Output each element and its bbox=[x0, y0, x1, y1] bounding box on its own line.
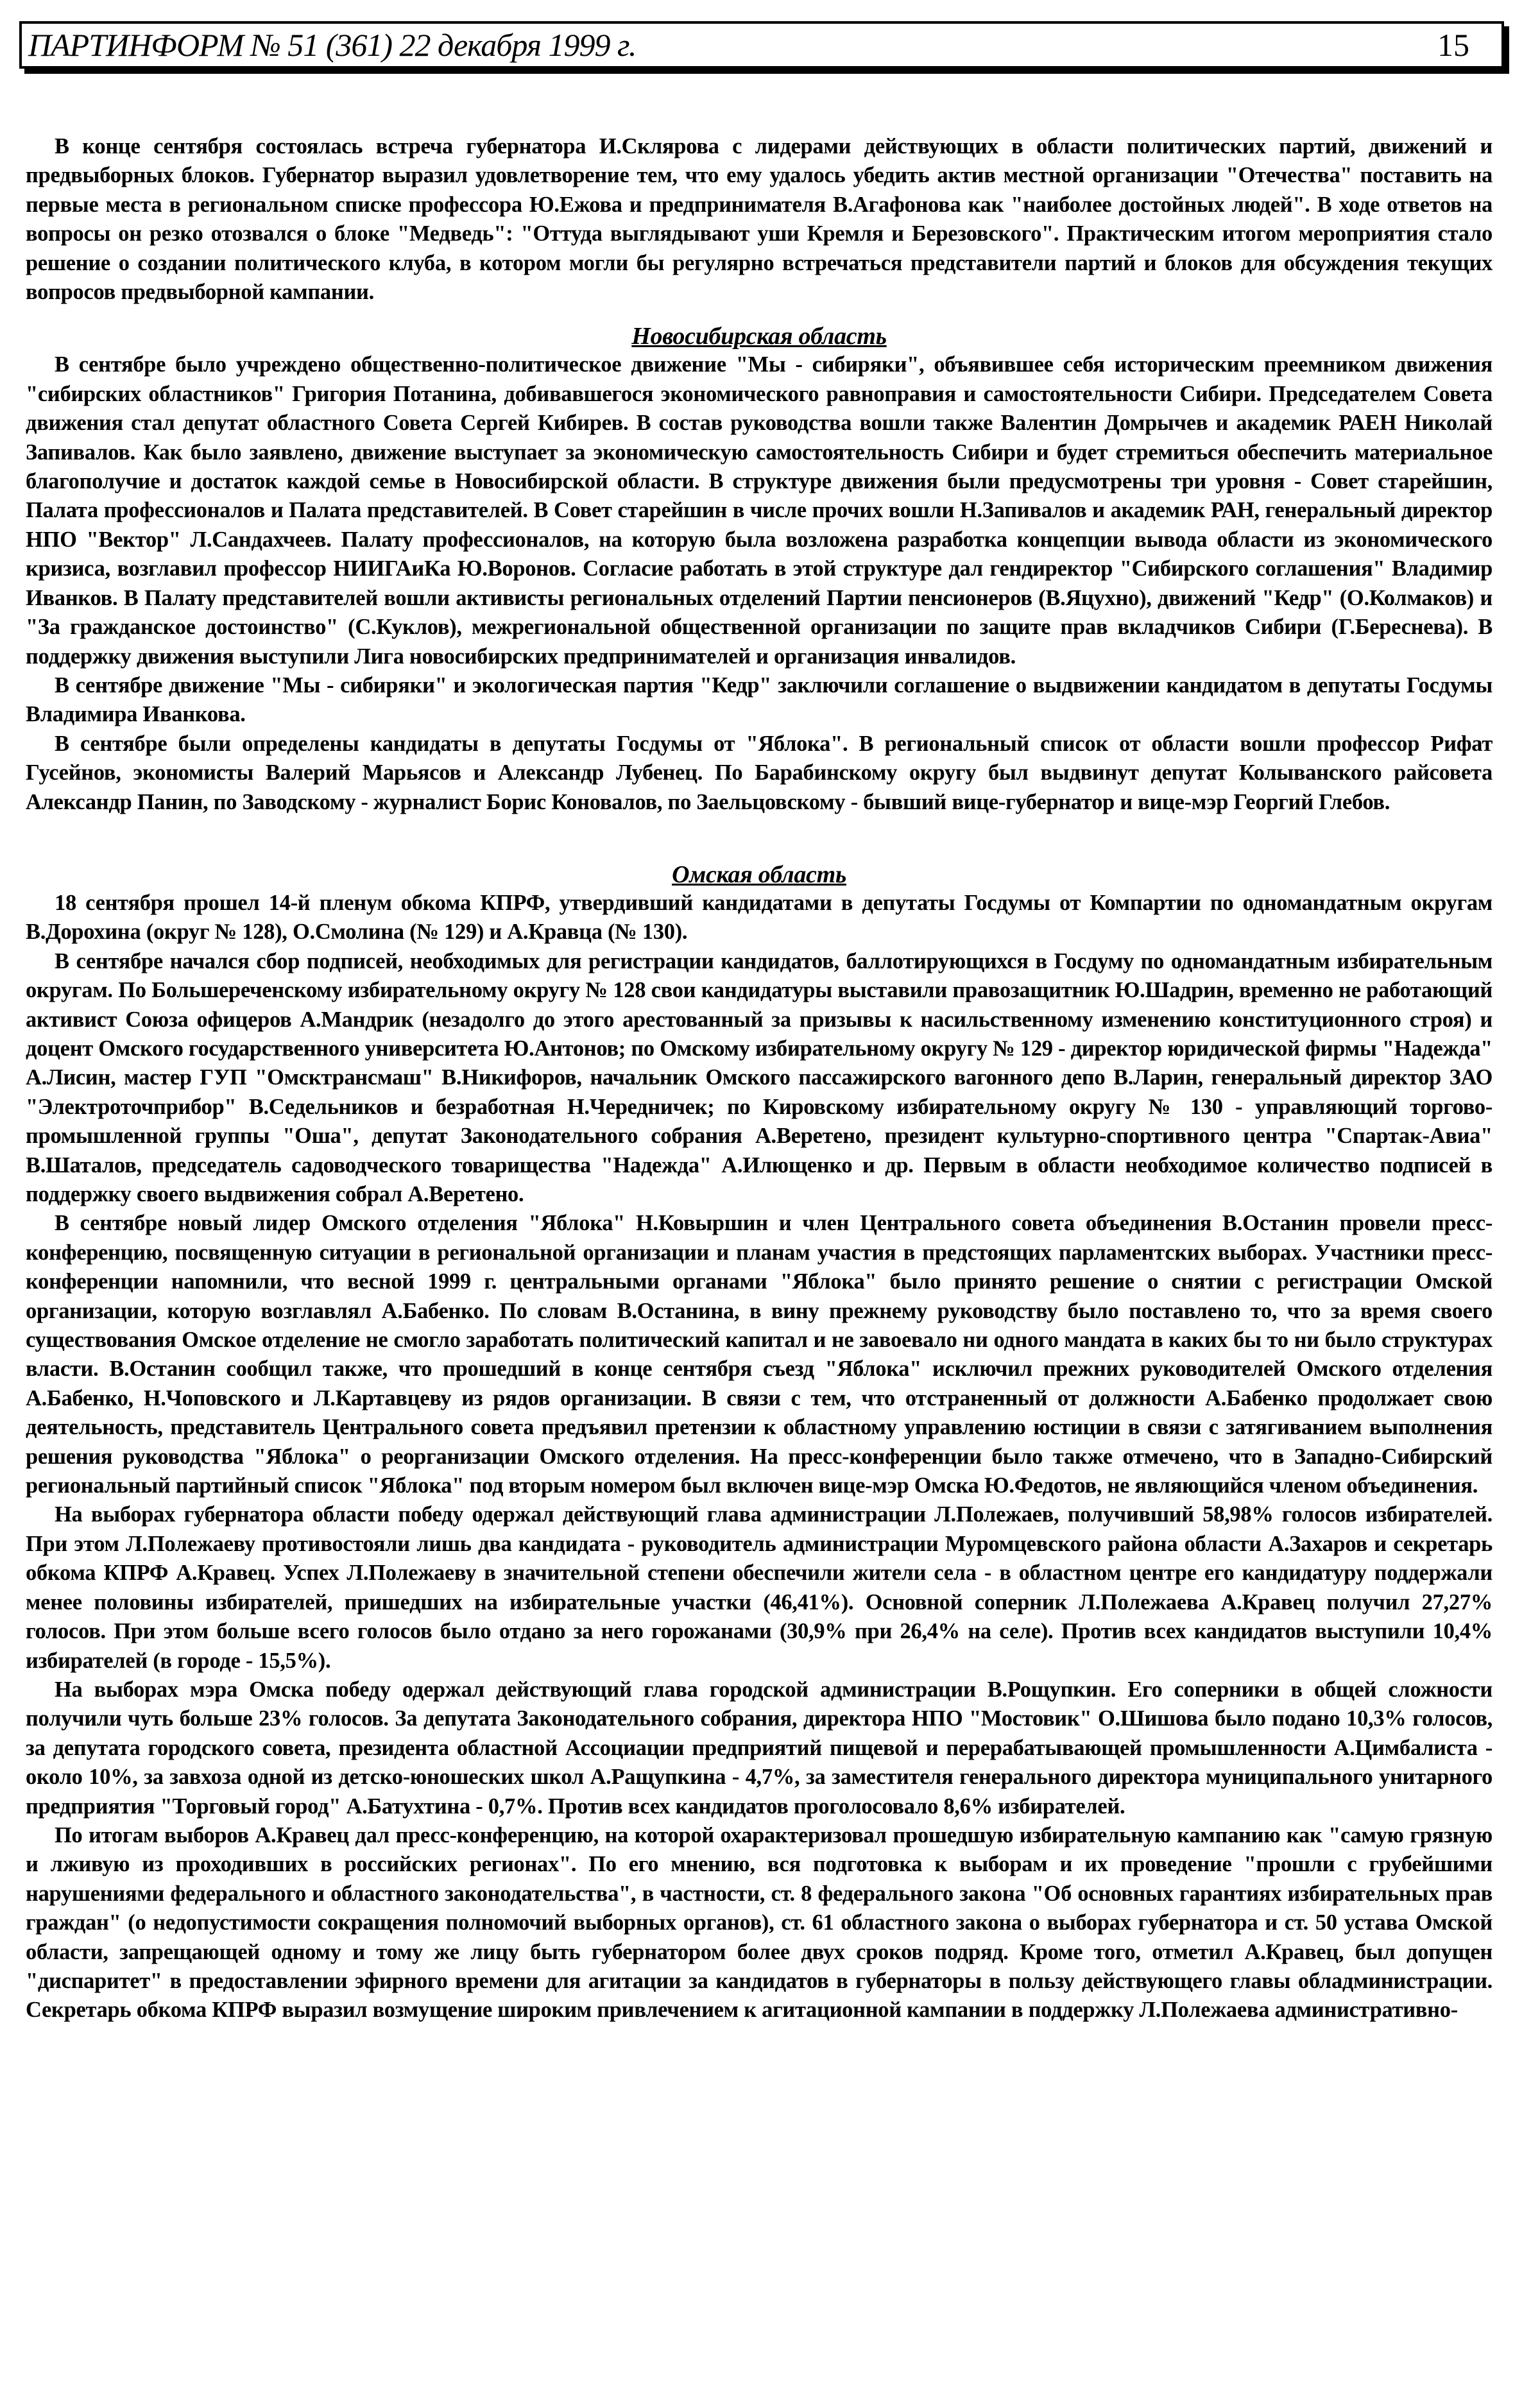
paragraph: В сентябре новый лидер Омского отделения "Яблока" Н.Ковыршин и член Центрального совета объединения В.Останин провели пресс-конференцию, посвященную ситуации в региональной организации и планам участия в предстоящих парламентских выборах. Участники пресс-конференции напомнили, что весной 1999 г. центральными органами "Яблока" было принято решение о снятии с регистрации Омской организации, которую возглавлял А.Бабенко. По словам В.Останина, в вину прежнему руководству было поставлено то, что за время своего существования Омское отделение не смогло заработать политический капитал и не завоевало ни одного мандата в каких бы то ни было структурах власти. В.Останин сообщил также, что прошедший в конце сентября съезд "Яблока" исключил прежних руководителей Омского отделения А.Бабенко, Н.Чоповского и Л.Картавцеву из рядов организации. В связи с тем, что отстраненный от должности А.Бабенко продолжает свою деятельность, представитель Центрального совета предъявил претензии к областному управлению юстиции в связи с затягиванием выполнения решения руководства "Яблока" о реорганизации Омского отделения. На пресс-конференции было также отмечено, что в Западно-Сибирский региональный партийный список "Яблока" под вторым номером был включен вице-мэр Омска Ю.Федотов, не являющийся членом объединения. bbox=[26, 1211, 1493, 1498]
paragraph: На выборах мэра Омска победу одержал действующий глава городской администрации В.Рощупкин. Его соперники в общей сложности получили чуть больше 23% голосов. За депутата Законодательного собрания, директора НПО "Мостовик" О.Шишова было подано 10,3% голосов, за депутата городского совета, президента областной Ассоциации предприятий пищевой и перерабатывающей промышленности А.Цимбалиста - около 10%, за завхоза одной из детско-юношеских школ А.Ращупкина - 4,7%, за заместителя генерального директора муниципального унитарного предприятия "Торговый город" А.Батухтина - 0,7%. Против всех кандидатов проголосовало 8,6% избирателей. bbox=[26, 1677, 1493, 1819]
article-body bbox=[26, 132, 1493, 2025]
paragraph: В сентябре начался сбор подписей, необходимых для регистрации кандидатов, баллотирующихся в Госдуму по одномандатным избирательным округам. По Большереченскому избирательному округу № 128 свои кандидатуры выставили правозащитник Ю.Шадрин, временно не работающий активист Союза офицеров А.Мандрик (незадолго до этого арестованный за призывы к насильственному изменению конституционного строя) и доцент Омского государственного университета Ю.Антонов; по Омскому избирательному округу № 129 - директор юридической фирмы "Надежда" А.Лисин, мастер ГУП "Омсктрансмаш" В.Никифоров, начальник Омского пассажирского вагонного депо В.Ларин, генеральный директор ЗАО "Электроточприбор" В.Седельников и безработная Н.Чередничек; по Кировскому избирательному округу № 130 - управляющий торгово-промышленной группы "Оша", депутат Законодательного собрания А.Веретено, президент культурно-спортивного центра "Спартак-Авиа" В.Шаталов, председатель садоводческого товарищества "Надежда" А.Илющенко и др. Первым в области необходимое количество подписей в поддержку своего выдвижения собрал А.Веретено. bbox=[26, 948, 1493, 1206]
section-heading-novosibirsk: Новосибирская область bbox=[631, 323, 887, 350]
paragraph: В сентябре движение "Мы - сибиряки" и экологическая партия "Кедр" заключили соглашение о выдвижении кандидатом в депутаты Госдумы Владимира Иванкова. bbox=[26, 673, 1493, 727]
page-number: 15 bbox=[1437, 27, 1469, 63]
intro-paragraph: В конце сентября состоялась встреча губернатора И.Склярова с лидерами действующих в области политических партий, движений и предвыборных блоков. Губернатор выразил удовлетворение тем, что ему удалось убедить актив местной организации "Отечества" поставить на первые места в региональном списке профессора Ю.Ежова и предпринимателя В.Агафонова как "наиболее достойных людей". В ходе ответов на вопросы он резко отозвался о блоке "Медведь": "Оттуда выглядывают уши Кремля и Березовского". Практическим итогом мероприятия стало решение о создании политического клуба, в котором могли бы регулярно встречаться представители партий и блоков для обсуждения текущих вопросов предвыборной кампании. bbox=[26, 134, 1493, 305]
page-header bbox=[19, 21, 1504, 69]
paragraph: 18 сентября прошел 14-й пленум обкома КПРФ, утвердивший кандидатами в депутаты Госдумы от Компартии по одномандатным округам В.Дорохина (округ № 128), О.Смолина (№ 129) и А.Кравца (№ 130). bbox=[26, 890, 1493, 945]
section-heading-omsk: Омская область bbox=[672, 861, 846, 888]
paragraph: В сентябре были определены кандидаты в депутаты Госдумы от "Яблока". В региональный список от области вошли профессор Рифат Гусейнов, экономисты Валерий Марьясов и Александр Лубенец. По Барабинскому округу был выдвинут депутат Колыванского райсовета Александр Панин, по Заводскому - журналист Борис Коновалов, по Заельцовскому - бывший вице-губернатор и вице-мэр Георгий Глебов. bbox=[26, 731, 1493, 814]
paragraph: На выборах губернатора области победу одержал действующий глава администрации Л.Полежаев, получивший 58,98% голосов избирателей. При этом Л.Полежаеву противостояли лишь два кандидата - руководитель администрации Муромцевского района области А.Захаров и секретарь обкома КПРФ А.Кравец. Успех Л.Полежаеву в значительной степени обеспечили жители села - в областном центре его кандидатуру поддержали менее половины избирателей, пришедших на избирательные участки (46,41%). Основной соперник Л.Полежаева А.Кравец получил 27,27% голосов. При этом больше всего голосов было отдано за него горожанами (30,9% при 26,4% на селе). Против всех кандидатов выступили 10,4% избирателей (в городе - 15,5%). bbox=[26, 1502, 1493, 1673]
paragraph: По итогам выборов А.Кравец дал пресс-конференцию, на которой охарактеризовал прошедшую избирательную кампанию как "самую грязную и лживую из проходивших в российских регионах". По его мнению, вся подготовка к выборам и их проведение "прошли с грубейшими нарушениями федерального и областного законодательства", в частности, ст. 8 федерального закона "Об основных гарантиях избирательных прав граждан" (о недопустимости сокращения полномочий выборных органов), ст. 61 областного закона о выборах губернатора и ст. 50 устава Омской области, запрещающей одному и тому же лицу быть губернатором более двух сроков подряд. Кроме того, отметил А.Кравец, был допущен "диспаритет" в предоставлении эфирного времени для агитации за кандидатов в губернаторы в пользу действующего главы обладминистрации. Секретарь обкома КПРФ выразил возмущение широким привлечением к агитационной кампании в поддержку Л.Полежаева административно- bbox=[26, 1822, 1493, 2023]
paragraph: В сентябре было учреждено общественно-политическое движение "Мы - сибиряки", объявившее себя историческим преемником движения "сибирских областников" Григория Потанина, добивавшегося экономического равноправия и самостоятельности Сибири. Председателем Совета движения стал депутат областного Совета Сергей Кибирев. В состав руководства вошли также Валентин Домрычев и академик РАЕН Николай Запивалов. Как было заявлено, движение выступает за экономическую самостоятельность Сибири и будет стремиться обеспечить материальное благополучие и достаток каждой семье в Новосибирской области. В структуре движения были предусмотрены три уровня - Совет старейшин, Палата профессионалов и Палата представителей. В Совет старейшин в числе прочих вошли Н.Запивалов и академик РАН, генеральный директор НПО "Вектор" Л.Сандахчеев. Палату профессионалов, на которую была возложена разработка концепции вывода области из экономического кризиса, возглавил профессор НИИГАиКа Ю.Воронов. Согласие работать в этой структуре дал гендиректор "Сибирского соглашения" Владимир Иванков. В Палату представителей вошли активисты региональных отделений Партии пенсионеров (В.Яцухно), движений "Кедр" (О.Колмаков) и "За гражданское достоинство" (С.Куклов), межрегиональной общественной организации по защите прав вкладчиков Сибири (Г.Береснева). В поддержку движения выступили Лига новосибирских предпринимателей и организация инвалидов. bbox=[26, 352, 1493, 669]
publication-title: ПАРТИНФОРМ № 51 (361) 22 декабря 1999 г. bbox=[28, 27, 637, 63]
